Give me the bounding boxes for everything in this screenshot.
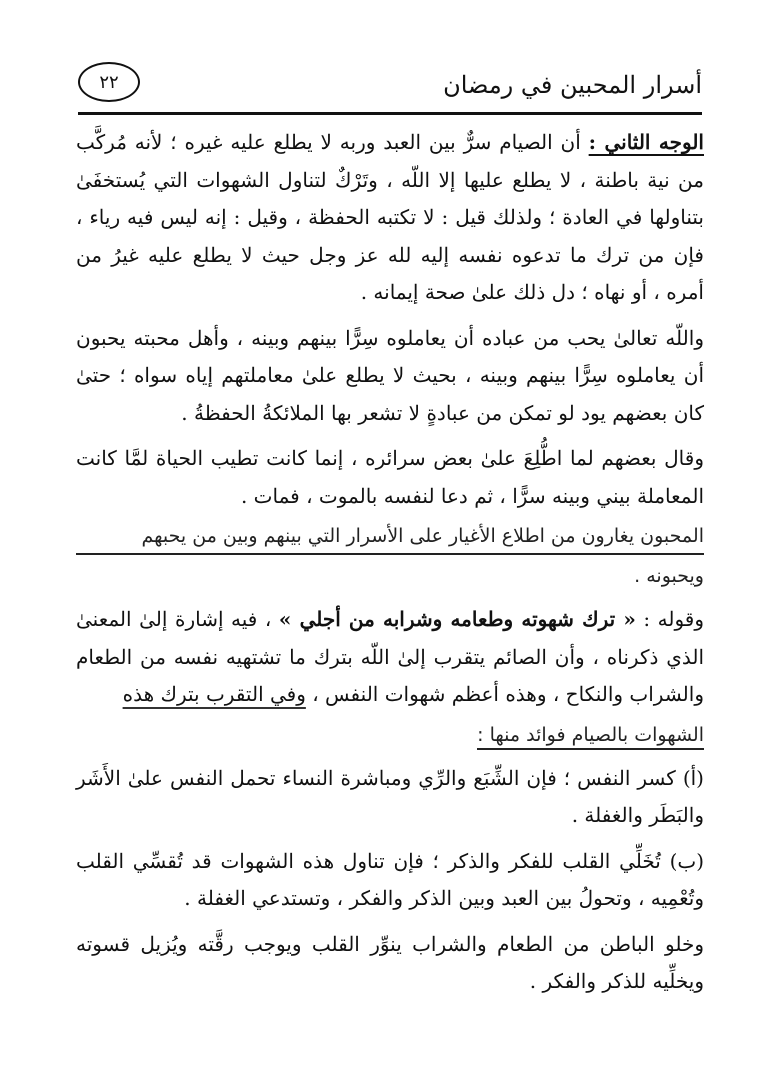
handwritten-note-2 [76,718,704,752]
header-divider [78,112,702,115]
handwritten-note-1 [76,519,704,593]
handwritten-note-line: الشهوات بالصيام فوائد منها : [477,724,704,750]
paragraph-intro: وقوله : [643,607,705,631]
underlined-phrase: وفي التقرب بترك هذه [122,682,306,706]
paragraph-closing: وخلو الباطن من الطعام والشراب ينوِّر القلب ويوجب رقَّته ويُزيل قسوته ويخلِّيه للذكر والفكر . [76,931,704,993]
paragraph-hadith-comment [76,601,704,714]
paragraph-second-aspect [76,124,704,312]
hadith-quote: « ترك شهوته وطعامه وشرابه من أجلي » [278,607,636,631]
paragraph-benefit-b: (ب) تُخَلِّي القلب للفكر والذكر ؛ فإن تناول هذه الشهوات قد تُقسِّي القلب وتُعْمِيه ، وتحولُ بين العبد وبين الذكر والفكر ، وتستدعي الغفلة . [76,848,704,910]
page-number-badge [78,62,140,102]
page-body [76,124,704,1001]
paragraph-text: ، فيه إشارة إلىٰ المعنىٰ الذي ذكرناه ، وأن الصائم يتقرب إلىٰ اللّه بترك ما تشتهيه نفسه من الطعام والشراب والنكاح ، وهذه أعظم شهوات النفس ، [76,607,704,706]
running-header [78,60,702,116]
paragraph-benefit-a: (أ) كسر النفس ؛ فإن الشِّبَع والرِّي ومباشرة النساء تحمل النفس علىٰ الأَشَر والبَطَر والغفلة . [76,765,704,827]
handwritten-note-line: المحبون يغارون من اطلاع الأغيار على الأسرار التي بينهم وبين من يحبهم [141,525,704,547]
paragraph-love-secret: واللّه تعالىٰ يحب من عباده أن يعاملوه سِرًّا بينهم وبينه ، وأهل محبته يحبون أن يعاملوه سِرًّا بينهم وبينه ، بحيث لا يطلع علىٰ معاملتهم إياه سواه ؛ حتىٰ كان بعضهم يود لو تمكن من عبادةٍ لا تشعر بها الملائكةُ الحفظةُ . [76,325,704,425]
section-label: الوجه الثاني : [588,130,704,154]
handwritten-note-line: ويحبونه . [634,565,704,587]
note-underline [76,553,704,555]
paragraph-text: أن الصيام سرٌّ بين العبد وربه لا يطلع عليه غيره ؛ لأنه مُركَّب من نية باطنة ، لا يطلع عليها إلا اللّه ، وتَرْكٌ لتناول الشهوات التي يُستخفَىٰ بتناولها في العادة ؛ ولذلك قيل : لا تكتبه الحفظة ، وقيل : إنه ليس فيه رياء ، فإن من ترك ما تدعوه نفسه إليه لله عز وجل حيث لا يطلع عليه غيرُ من أمره ، أو نهاه ؛ دل ذلك علىٰ صحة إيمانه . [76,130,704,304]
paragraph-quote-some: وقال بعضهم لما اطُّلِعَ علىٰ بعض سرائره ، إنما كانت تطيب الحياة لمَّا كانت المعاملة بيني وبينه سرًّا ، ثم دعا لنفسه بالموت ، فمات . [76,446,704,508]
page-number: ٢٢ [99,71,119,93]
running-title: أسرار المحبين في رمضان [443,71,702,99]
